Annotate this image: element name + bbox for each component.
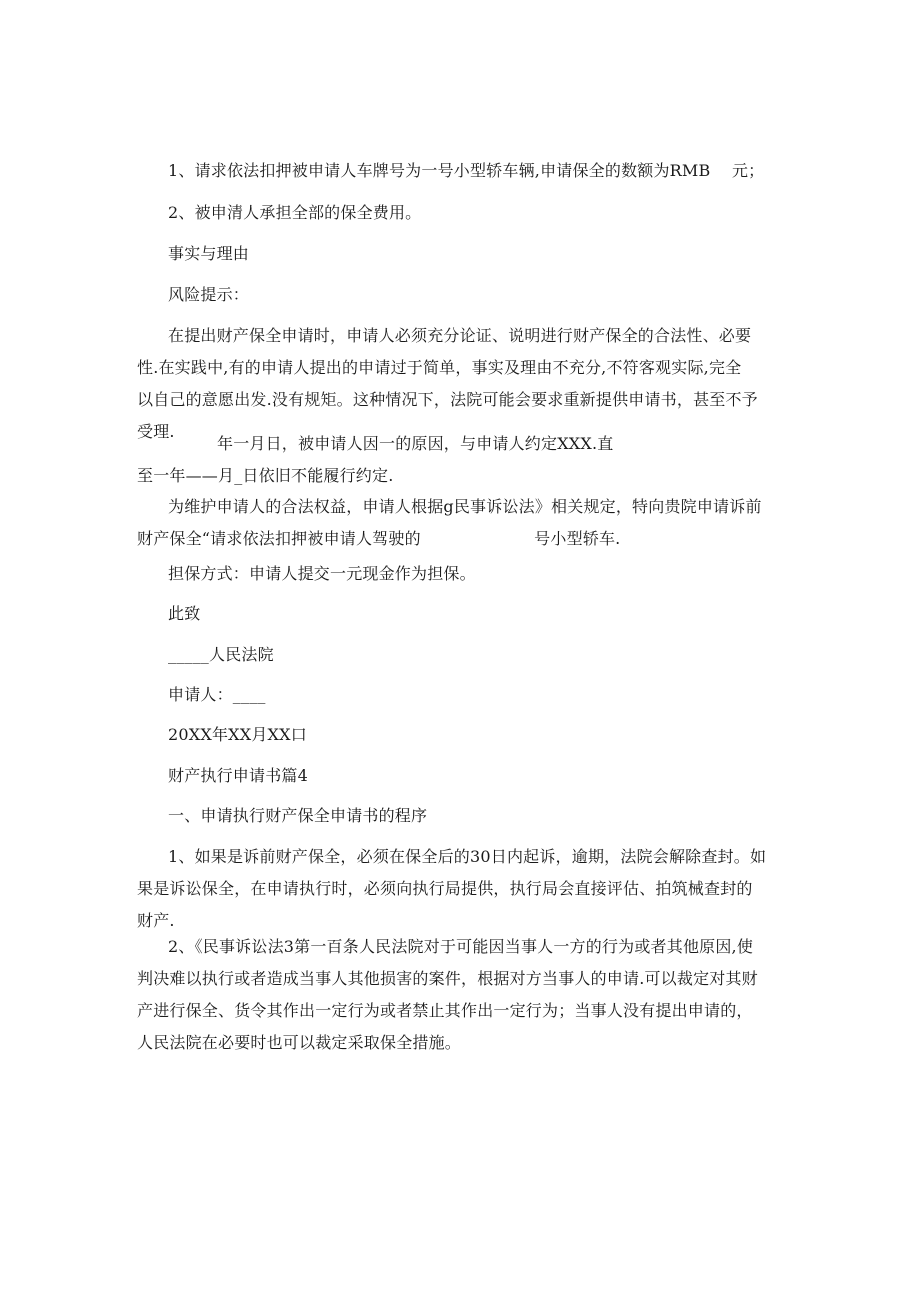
procedure-line: 1、如果是诉前财产保全，必须在保全后的30日内起诉，逾期，法院会解除查封。如 [168,847,767,866]
request-line: 为维护申请人的合法权益，申请人根据g民事诉讼法》相关规定，特向贵院申请诉前 [168,497,762,516]
date-line: 年一月日，被申请人因一的原因，与申请人约定XXX.直 [217,434,614,453]
procedure-line: 人民法院在必要时也可以裁定采取保全措施。 [137,1033,462,1052]
request-item-2: 2、被申清人承担全部的保全费用。 [168,203,422,222]
applicant-signature: 申请人：____ [168,685,266,704]
date-line: 至一年——月_日依旧不能履行约定. [137,466,394,485]
court-name: _____人民法院 [168,645,274,664]
salutation: 此致 [168,604,201,623]
request-line: 财产保全“请求依法扣押被申请人驾驶的 号小型轿车. [137,529,621,548]
procedure-line: 2、《民事诉讼法3第一百条人民法院对于可能因当事人一方的行为或者其他原因,使 [168,937,754,956]
request-item-1: 1、请求依法扣押被申请人车牌号为一号小型轿车辆,申请保全的数额为RMB 元； [168,161,765,180]
date-paragraph [137,428,613,492]
procedure-paragraph-1 [137,841,766,937]
risk-line: 性.在实践中,有的申请人提出的申请过于简单，事实及理由不充分,不符客观实际,完全 [137,358,742,377]
section-title: 财产执行申请书篇4 [168,766,308,785]
heading-facts: 事实与理由 [168,244,250,263]
procedure-line: 判决难以执行或者造成当事人其他损害的案件，根据对方当事人的申请.可以裁定对其财 [137,969,758,988]
risk-line: 在提出财产保全申请时，申请人必须充分论证、说明进行财产保全的合法性、必要 [168,326,752,345]
procedure-line: 财产. [137,911,175,930]
procedure-line: 果是诉讼保全，在申请执行时，必须向执行局提供，执行局会直接评估、拍筑械查封的 [137,879,753,898]
document-date: 20XX年XX月XX口 [168,725,307,744]
guarantee-text: 担保方式：申请人提交一元现金作为担保。 [168,564,476,583]
risk-line: 受理. [137,422,175,441]
risk-line: 以自己的意愿出发.没有规矩。这种情况下，法院可能会要求重新提供申请书，甚至不予 [137,390,758,409]
procedure-paragraph-2 [137,931,758,1059]
section-heading: 一、申请执行财产保全申请书的程序 [168,806,428,825]
request-paragraph [137,491,762,555]
procedure-line: 产进行保全、货令其作出一定行为或者禁止其作出一定行为；当事人没有提出申请的， [137,1001,753,1020]
heading-risk: 风险提示： [168,285,250,304]
